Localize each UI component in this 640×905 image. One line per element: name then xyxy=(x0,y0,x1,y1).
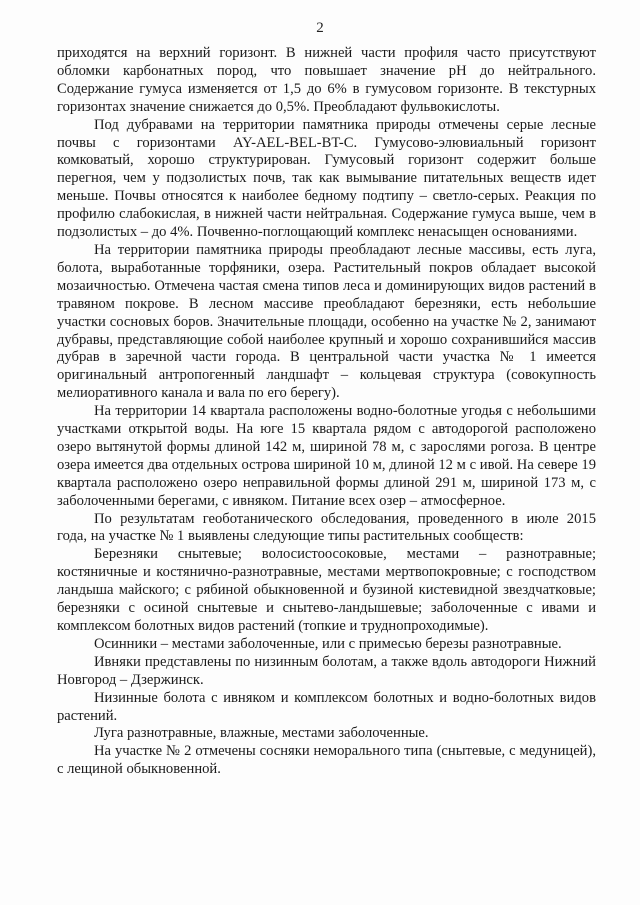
document-body xyxy=(57,45,596,779)
paragraph-10: Луга разнотравные, влажные, местами заболоченные. xyxy=(94,725,429,742)
paragraph-4: На территории 14 квартала расположены водно-болотные угодья с небольшими участками открытой воды. На юге 15 квартала рядом с автодорогой расположено озеро вытянутой формы длиной 142 м, шириной 78 м, с зарослями рогоза. В центре озера имеется два отдельных острова шириной 10 м, длиной 12 м с ивой. На севере 19 квартала расположено озеро неправильной формы длиной 291 м, шириной 173 м, с заболоченными берегами, с ивняком. Питание всех озер – атмосферное. xyxy=(57,403,596,509)
paragraph-1: приходятся на верхний горизонт. В нижней части профиля часто присутствуют обломки карбонатных пород, что повышает значение pH до нейтрального. Содержание гумуса изменяется от 1,5 до 6% в гумусовом горизонте. В текстурных горизонтах значение снижается до 0,5%. Преобладают фульвокислоты. xyxy=(57,45,596,115)
paragraph-7: Осинники – местами заболоченные, или с примесью березы разнотравные. xyxy=(94,635,562,652)
paragraph-6: Березняки снытевые; волосистоосоковые, местами – разнотравные; костяничные и костянично-разнотравные, местами мертвопокровные; с господством ландыша майского; с рябиной обыкновенной и бузиной кистевидной звездчатковые; березняки с осиной снытевые и снытево-ландышевые; заболоченные с ивами и комплексом болотных видов растений (топкие и труднопроходимые). xyxy=(57,546,596,634)
page-number: 2 xyxy=(316,20,324,36)
paragraph-3: На территории памятника природы преобладают лесные массивы, есть луга, болота, выработанные торфяники, озера. Растительный покров обладает высокой мозаичностью. Отмечена частая смена типов леса и доминирующих видов растений в травяном покрове. В лесном массиве преобладают березняки, есть небольшие участки сосновых боров. Значительные площади, особенно на участке № 2, занимают дубравы, представляющие собой наиболее крупный и хорошо сохранившийся массив дубрав в заречной части города. В центральной части участка № 1 имеется оригинальный антропогенный ландшафт – кольцевая структура (совокупность мелиоративного канала и вала по его берегу). xyxy=(57,241,596,402)
paragraph-9: Низинные болота с ивняком и комплексом болотных и водно-болотных видов растений. xyxy=(57,689,596,724)
paragraph-5: По результатам геоботанического обследования, проведенного в июле 2015 года, на участке № 1 выявлены следующие типы растительных сообществ: xyxy=(57,510,596,545)
paragraph-11: На участке № 2 отмечены сосняки неморального типа (снытевые, с медуницей), с лещиной обыкновенной. xyxy=(57,743,596,778)
paragraph-2: Под дубравами на территории памятника природы отмечены серые лесные почвы с горизонтами AY-AEL-BEL-BT-C. Гумусово-элювиальный горизонт комковатый, хорошо структурирован. Гумусовый горизонт содержит больше перегноя, чем у подзолистых почв, так как вымывание питательных веществ идет меньше. Почвы относятся к наиболее бедному подтипу – светло-серых. Реакция по профилю слабокислая, в нижней части нейтральная. Содержание гумуса выше, чем в подзолистых – до 4%. Почвенно-поглощающий комплекс ненасыщен основаниями. xyxy=(57,116,596,241)
paragraph-8: Ивняки представлены по низинным болотам, а также вдоль автодороги Нижний Новгород – Дзержинск. xyxy=(57,653,596,688)
